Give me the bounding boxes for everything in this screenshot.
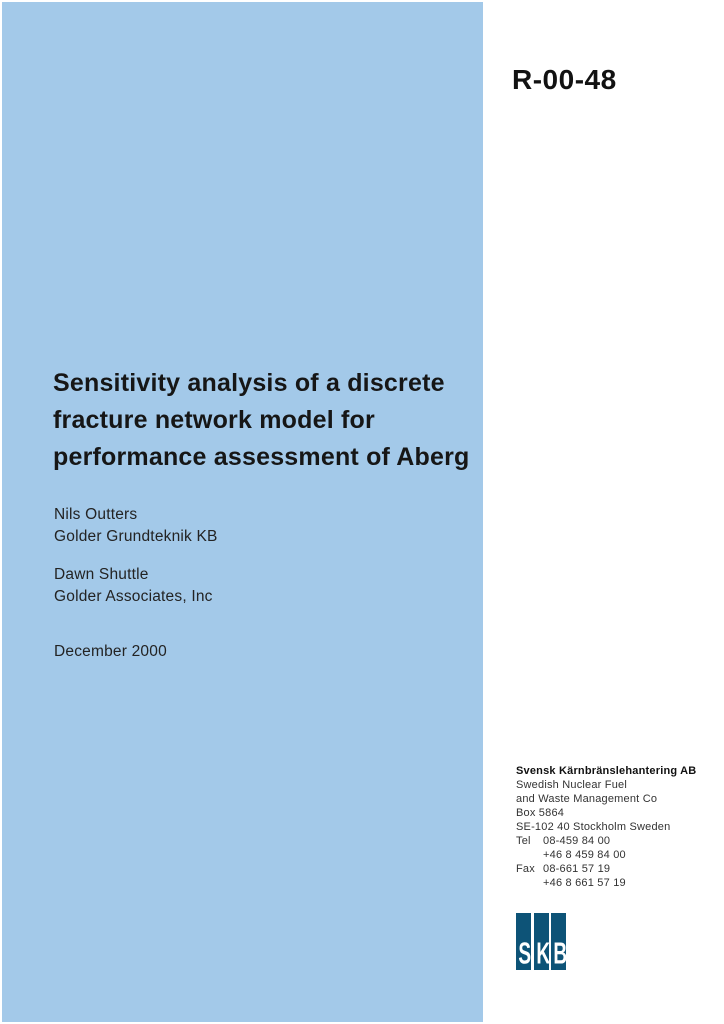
report-title-line-1: Sensitivity analysis of a discrete <box>53 369 445 397</box>
contact-row-tel-intl <box>516 848 711 862</box>
authors-block <box>54 504 218 608</box>
skb-logo-letter-b: B <box>553 936 568 971</box>
skb-logo <box>516 913 566 970</box>
publisher-address-line: SE-102 40 Stockholm Sweden <box>516 821 671 833</box>
author-affiliation: Golder Grundteknik KB <box>54 528 218 545</box>
publisher-address-line: Swedish Nuclear Fuel <box>516 779 627 791</box>
contact-label: Fax <box>516 863 535 875</box>
skb-logo-bar-k <box>534 913 549 970</box>
author-name: Dawn Shuttle <box>54 566 149 583</box>
report-title <box>53 365 470 476</box>
skb-logo-bar-b <box>551 913 566 970</box>
contact-label <box>516 848 543 862</box>
contact-value: 08-459 84 00 <box>543 835 611 847</box>
skb-logo-letter-s: S <box>518 936 532 971</box>
publisher-address-line: Box 5864 <box>516 807 565 819</box>
contact-value: 08-661 57 19 <box>543 863 611 875</box>
author-affiliation: Golder Associates, Inc <box>54 588 213 605</box>
publisher-name: Svensk Kärnbränslehantering AB <box>516 765 697 777</box>
contact-label: Tel <box>516 835 531 847</box>
publisher-address-line: and Waste Management Co <box>516 793 658 805</box>
author-group-2 <box>54 564 218 608</box>
contact-row-fax-intl <box>516 876 711 890</box>
contact-label <box>516 876 543 890</box>
author-name: Nils Outters <box>54 506 138 523</box>
contact-row-fax <box>516 862 711 876</box>
report-title-line-3: performance assessment of Aberg <box>53 443 470 471</box>
report-title-line-2: fracture network model for <box>53 406 375 434</box>
skb-logo-bar-s <box>516 913 531 970</box>
contact-row-tel <box>516 834 711 848</box>
report-number: R-00-48 <box>512 64 617 95</box>
contact-value: +46 8 459 84 00 <box>543 849 626 861</box>
publication-date: December 2000 <box>54 643 167 660</box>
skb-logo-letter-k: K <box>535 936 550 971</box>
author-group-1 <box>54 504 218 548</box>
publisher-block <box>516 764 711 890</box>
contact-value: +46 8 661 57 19 <box>543 877 626 889</box>
